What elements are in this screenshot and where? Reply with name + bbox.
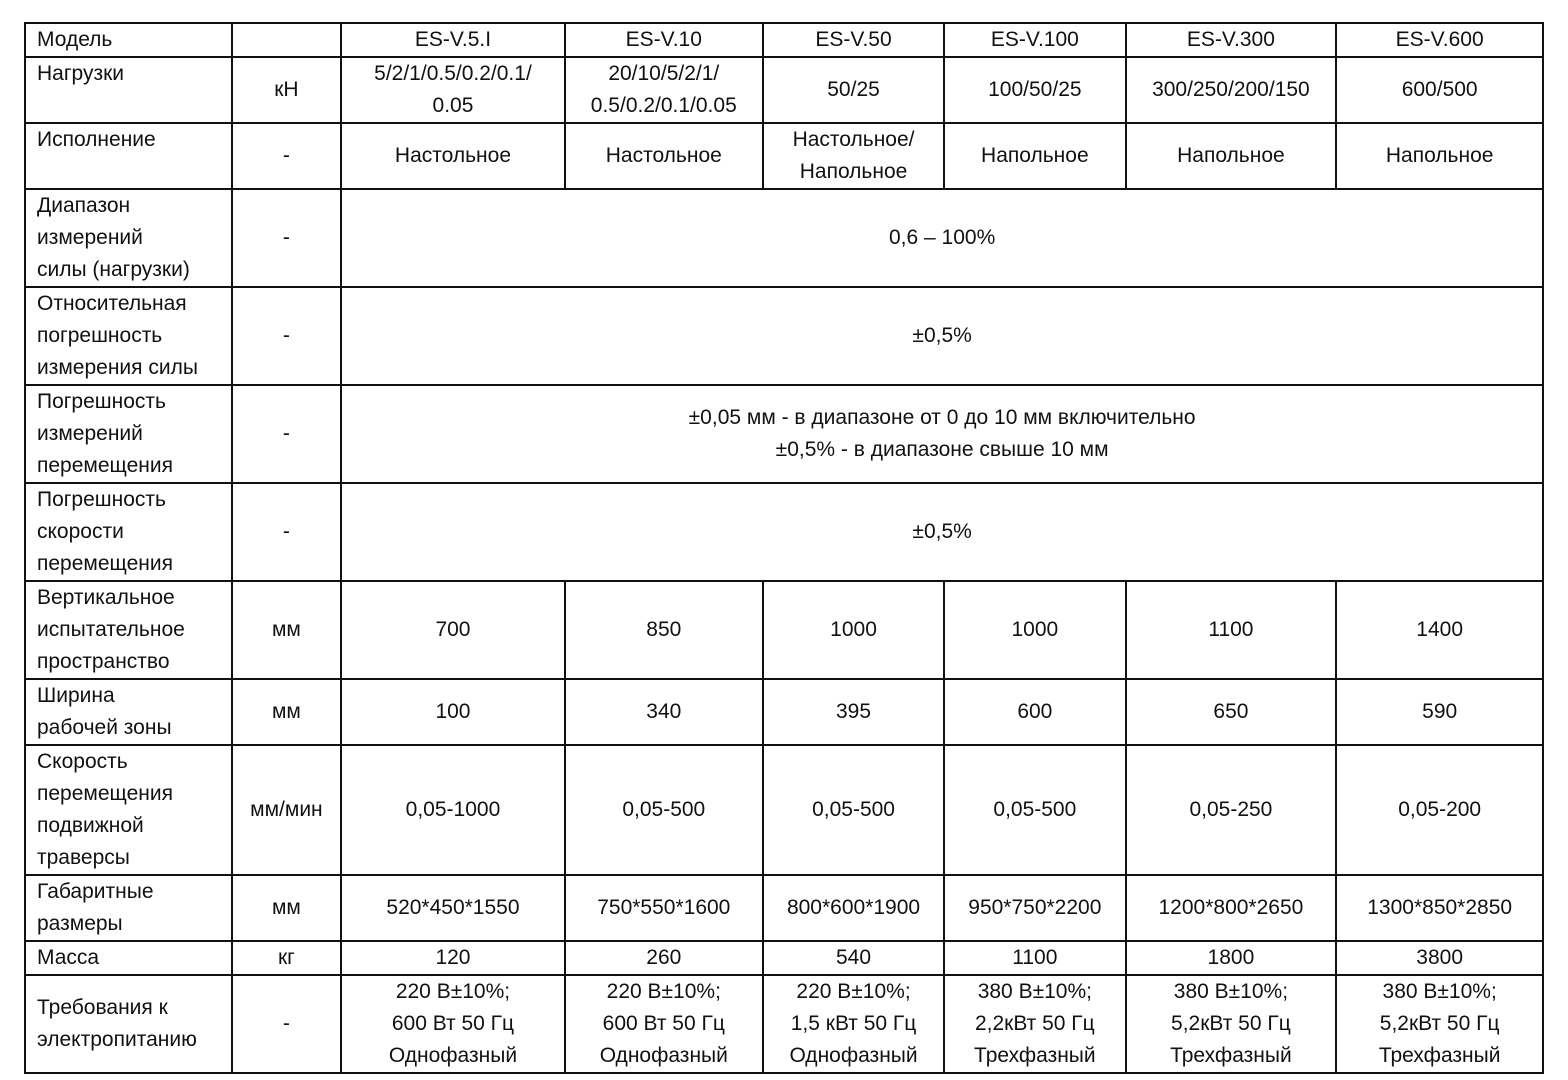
value-cell: 540 bbox=[763, 941, 944, 975]
merged-value-cell: 0,6 – 100% bbox=[341, 189, 1543, 287]
speed-error-row bbox=[25, 483, 1543, 581]
power-row bbox=[25, 975, 1543, 1073]
value-cell: 0,05-200 bbox=[1336, 745, 1543, 875]
unit-cell: мм bbox=[232, 581, 342, 679]
work-width-row bbox=[25, 679, 1543, 745]
param-label: Относительная погрешность измерения силы bbox=[25, 287, 232, 385]
param-label: Ширина рабочей зоны bbox=[25, 679, 232, 745]
param-label: Скорость перемещения подвижной траверсы bbox=[25, 745, 232, 875]
dimensions-row bbox=[25, 875, 1543, 941]
header-row bbox=[25, 23, 1543, 57]
value-cell: 100/50/25 bbox=[944, 57, 1125, 123]
model-cell: ES-V.10 bbox=[565, 23, 763, 57]
value-cell: 380 В±10%; 5,2кВт 50 Гц Трехфазный bbox=[1126, 975, 1337, 1073]
header-param-cell: Модель bbox=[25, 23, 232, 57]
crosshead-speed-row bbox=[25, 745, 1543, 875]
value-cell: 220 В±10%; 1,5 кВт 50 Гц Однофазный bbox=[763, 975, 944, 1073]
value-cell: 220 В±10%; 600 Вт 50 Гц Однофазный bbox=[341, 975, 564, 1073]
value-cell: 0,05-500 bbox=[944, 745, 1125, 875]
value-cell: 0,05-1000 bbox=[341, 745, 564, 875]
value-cell: 380 В±10%; 2,2кВт 50 Гц Трехфазный bbox=[944, 975, 1125, 1073]
value-cell: 1000 bbox=[763, 581, 944, 679]
unit-cell: - bbox=[232, 975, 342, 1073]
param-label: Погрешность скорости перемещения bbox=[25, 483, 232, 581]
unit-cell: мм bbox=[232, 679, 342, 745]
vertical-space-row bbox=[25, 581, 1543, 679]
value-cell: 0,05-250 bbox=[1126, 745, 1337, 875]
value-cell: 0,05-500 bbox=[763, 745, 944, 875]
value-cell: 650 bbox=[1126, 679, 1337, 745]
value-cell: 340 bbox=[565, 679, 763, 745]
value-cell: 1300*850*2850 bbox=[1336, 875, 1543, 941]
param-label: Габаритные размеры bbox=[25, 875, 232, 941]
merged-value-cell: ±0,05 мм - в диапазоне от 0 до 10 мм включительно ±0,5% - в диапазоне свыше 10 мм bbox=[341, 385, 1543, 483]
value-cell: Настольное bbox=[341, 123, 564, 189]
param-label: Требования к электропитанию bbox=[25, 975, 232, 1073]
param-label: Исполнение bbox=[25, 123, 232, 189]
value-cell: 950*750*2200 bbox=[944, 875, 1125, 941]
value-cell: 590 bbox=[1336, 679, 1543, 745]
value-cell: 50/25 bbox=[763, 57, 944, 123]
param-label: Масса bbox=[25, 941, 232, 975]
model-cell: ES-V.600 bbox=[1336, 23, 1543, 57]
value-cell: Напольное bbox=[944, 123, 1125, 189]
value-cell: 800*600*1900 bbox=[763, 875, 944, 941]
unit-cell: - bbox=[232, 287, 342, 385]
value-cell: 395 bbox=[763, 679, 944, 745]
value-cell: 120 bbox=[341, 941, 564, 975]
force-error-row bbox=[25, 287, 1543, 385]
mass-row bbox=[25, 941, 1543, 975]
value-cell: 1100 bbox=[1126, 581, 1337, 679]
value-cell: 750*550*1600 bbox=[565, 875, 763, 941]
value-cell: 520*450*1550 bbox=[341, 875, 564, 941]
value-cell: 1400 bbox=[1336, 581, 1543, 679]
param-label: Диапазон измерений силы (нагрузки) bbox=[25, 189, 232, 287]
value-cell: 1100 bbox=[944, 941, 1125, 975]
value-cell: 850 bbox=[565, 581, 763, 679]
value-cell: 100 bbox=[341, 679, 564, 745]
value-cell: 380 В±10%; 5,2кВт 50 Гц Трехфазный bbox=[1336, 975, 1543, 1073]
value-cell: 300/250/200/150 bbox=[1126, 57, 1337, 123]
value-cell: Настольное/ Напольное bbox=[763, 123, 944, 189]
value-cell: 220 В±10%; 600 Вт 50 Гц Однофазный bbox=[565, 975, 763, 1073]
force-range-row bbox=[25, 189, 1543, 287]
param-label: Погрешность измерений перемещения bbox=[25, 385, 232, 483]
value-cell: 260 bbox=[565, 941, 763, 975]
model-cell: ES-V.5.I bbox=[341, 23, 564, 57]
unit-cell: мм/мин bbox=[232, 745, 342, 875]
value-cell: 1200*800*2650 bbox=[1126, 875, 1337, 941]
model-cell: ES-V.300 bbox=[1126, 23, 1337, 57]
unit-cell: - bbox=[232, 123, 342, 189]
value-cell: 600/500 bbox=[1336, 57, 1543, 123]
value-cell: 1800 bbox=[1126, 941, 1337, 975]
model-cell: ES-V.100 bbox=[944, 23, 1125, 57]
unit-cell: кН bbox=[232, 57, 342, 123]
value-cell: Настольное bbox=[565, 123, 763, 189]
param-label: Нагрузки bbox=[25, 57, 232, 123]
model-cell: ES-V.50 bbox=[763, 23, 944, 57]
value-cell: 1000 bbox=[944, 581, 1125, 679]
merged-value-cell: ±0,5% bbox=[341, 287, 1543, 385]
value-cell: Напольное bbox=[1336, 123, 1543, 189]
header-unit-cell bbox=[232, 23, 342, 57]
unit-cell: кг bbox=[232, 941, 342, 975]
value-cell: 0,05-500 bbox=[565, 745, 763, 875]
param-label: Вертикальное испытательное пространство bbox=[25, 581, 232, 679]
unit-cell: - bbox=[232, 385, 342, 483]
merged-value-cell: ±0,5% bbox=[341, 483, 1543, 581]
value-cell: 700 bbox=[341, 581, 564, 679]
design-row bbox=[25, 123, 1543, 189]
value-cell: Напольное bbox=[1126, 123, 1337, 189]
value-cell: 3800 bbox=[1336, 941, 1543, 975]
unit-cell: - bbox=[232, 483, 342, 581]
unit-cell: мм bbox=[232, 875, 342, 941]
value-cell: 600 bbox=[944, 679, 1125, 745]
unit-cell: - bbox=[232, 189, 342, 287]
loads-row bbox=[25, 57, 1543, 123]
spec-table bbox=[24, 22, 1544, 1074]
value-cell: 5/2/1/0.5/0.2/0.1/ 0.05 bbox=[341, 57, 564, 123]
displacement-error-row bbox=[25, 385, 1543, 483]
value-cell: 20/10/5/2/1/ 0.5/0.2/0.1/0.05 bbox=[565, 57, 763, 123]
